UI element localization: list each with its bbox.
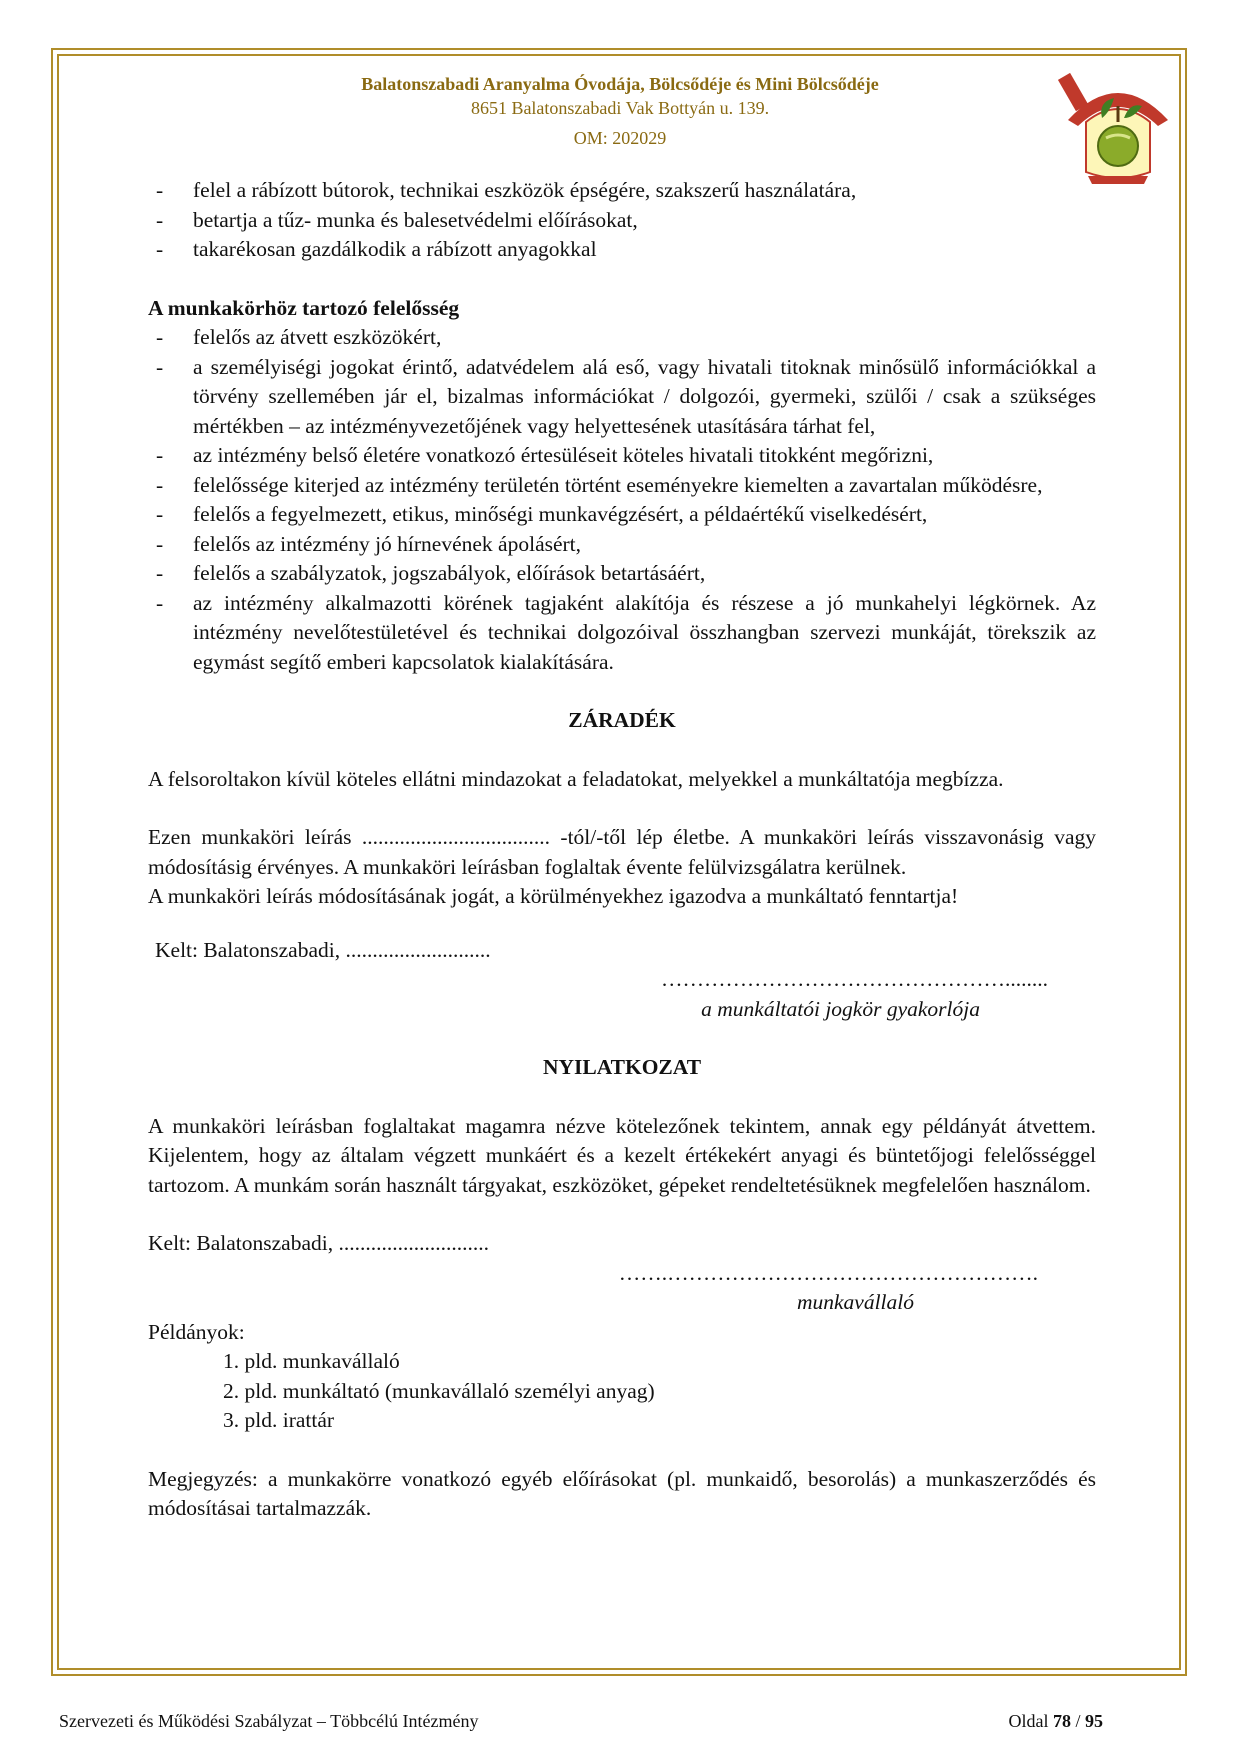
signature-caption: a munkáltatói jogkör gyakorlója: [701, 996, 980, 1021]
copies-label: Példányok:: [148, 1319, 245, 1344]
zaradek-paragraph: A felsoroltakon kívül köteles ellátni mindazokat a feladatokat, melyekkel a munkáltatója megbízza.: [148, 766, 1004, 791]
responsibility-list: [148, 323, 1096, 677]
footer-title: Szervezeti és Működési Szabályzat – Többcélú Intézmény: [59, 1711, 479, 1731]
kelt-line: Kelt: Balatonszabadi, ...........................: [155, 937, 491, 962]
list-item: - felelős a szabályzatok, jogszabályok, előírások betartásáért,: [148, 559, 1096, 589]
nyilatkozat-title: NYILATKOZAT: [542, 1055, 702, 1079]
zaradek-title: ZÁRADÉK: [568, 708, 676, 732]
note-paragraph: Megjegyzés: a munkakörre vonatkozó egyéb előírásokat (pl. munkaidő, besorolás) a munkaszerződés és módosításai tartalmazzák.: [148, 1466, 1096, 1520]
nyilatkozat-paragraph: A munkaköri leírásban foglaltakat magamra nézve kötelezőnek tekintem, annak egy példányát átvettem. Kijelentem, hogy az általam végzett munkáért és a kezelt értékekért anyagi és büntetőjogi felelősséggel tartozom. A munkám során használt tárgyakat, eszközöket, gépeket rendeltetésüknek megfelelően használom.: [148, 1113, 1096, 1197]
letterhead: [150, 72, 1090, 150]
kelt-line: Kelt: Balatonszabadi, ............................: [148, 1231, 489, 1255]
copies-list: [148, 1347, 1096, 1436]
list-item: - felelőssége kiterjed az intézmény területén történt eseményekre kiemelten a zavartalan működésre,: [148, 471, 1096, 501]
institution-address: 8651 Balatonszabadi Vak Bottyán u. 139.: [470, 98, 770, 118]
page-number: [1008, 1710, 1103, 1732]
copy-item: 3. pld. irattár: [223, 1408, 335, 1432]
list-item: - felelős az átvett eszközökért,: [148, 323, 1096, 353]
signature-line: …………………………………………........: [661, 967, 1048, 991]
copy-item: 2. pld. munkáltató (munkavállaló személyi anyag): [223, 1378, 655, 1403]
signature-line: …….…………………………………………….: [618, 1260, 1038, 1285]
page-current: 78: [1052, 1711, 1071, 1731]
list-item: - takarékosan gazdálkodik a rábízott anyagokkal: [148, 235, 1096, 265]
zaradek-paragraph: Ezen munkaköri leírás ................................... -tól/-től lép életbe. A munkaköri leírás visszavonásig vagy módosításig érvényes. A munkaköri leírásban foglaltak évente felülvizsgálatra kerülnek.: [148, 825, 1096, 879]
list-item: - a személyiségi jogokat érintő, adatvédelem alá eső, vagy hivatali titoknak minősülő információkkal a törvény szellemében jár el, bizalmas információkat / dolgozói, gyermeki, szülői / csak a szükséges mértékben – az intézményvezetőjének vagy helyettesének utasítására tárhat fel,: [148, 353, 1096, 442]
list-item: - felelős a fegyelmezett, etikus, minőségi munkavégzésért, a példaértékű viselkedésért,: [148, 500, 1096, 530]
list-item: - az intézmény belső életére vonatkozó értesüléseit köteles hivatali titokként megőrizni,: [148, 441, 1096, 471]
duties-list: [148, 176, 1096, 265]
om-number: OM: 202029: [573, 128, 667, 148]
list-item: - az intézmény alkalmazotti körének tagjaként alakítója és részese a jó munkahelyi légkörnek. Az intézmény nevelőtestületével és technikai dolgozóival összhangban szervezi munkáját, törekszik az egymást segítő emberi kapcsolatok kialakítására.: [148, 589, 1096, 678]
signature-caption: munkavállaló: [796, 1290, 914, 1314]
page-label: Oldal: [1008, 1711, 1049, 1731]
institution-logo: [1058, 72, 1178, 192]
section-heading: A munkakörhöz tartozó felelősség: [148, 295, 460, 320]
institution-name: Balatonszabadi Aranyalma Óvodája, Bölcsődéje és Mini Bölcsődéje: [361, 74, 879, 94]
document-body: [148, 176, 1096, 1524]
copy-item: 1. pld. munkavállaló: [223, 1349, 400, 1373]
page-separator: /: [1075, 1711, 1081, 1731]
zaradek-paragraph: A munkaköri leírás módosításának jogát, a körülményekhez igazodva a munkáltató fenntartja!: [148, 884, 959, 908]
list-item: - felel a rábízott bútorok, technikai eszközök épségére, szakszerű használatára,: [148, 176, 1096, 206]
list-item: - felelős az intézmény jó hírnevének ápolásért,: [148, 530, 1096, 560]
list-item: - betartja a tűz- munka és balesetvédelmi előírásokat,: [148, 206, 1096, 236]
page-total: 95: [1085, 1711, 1103, 1731]
